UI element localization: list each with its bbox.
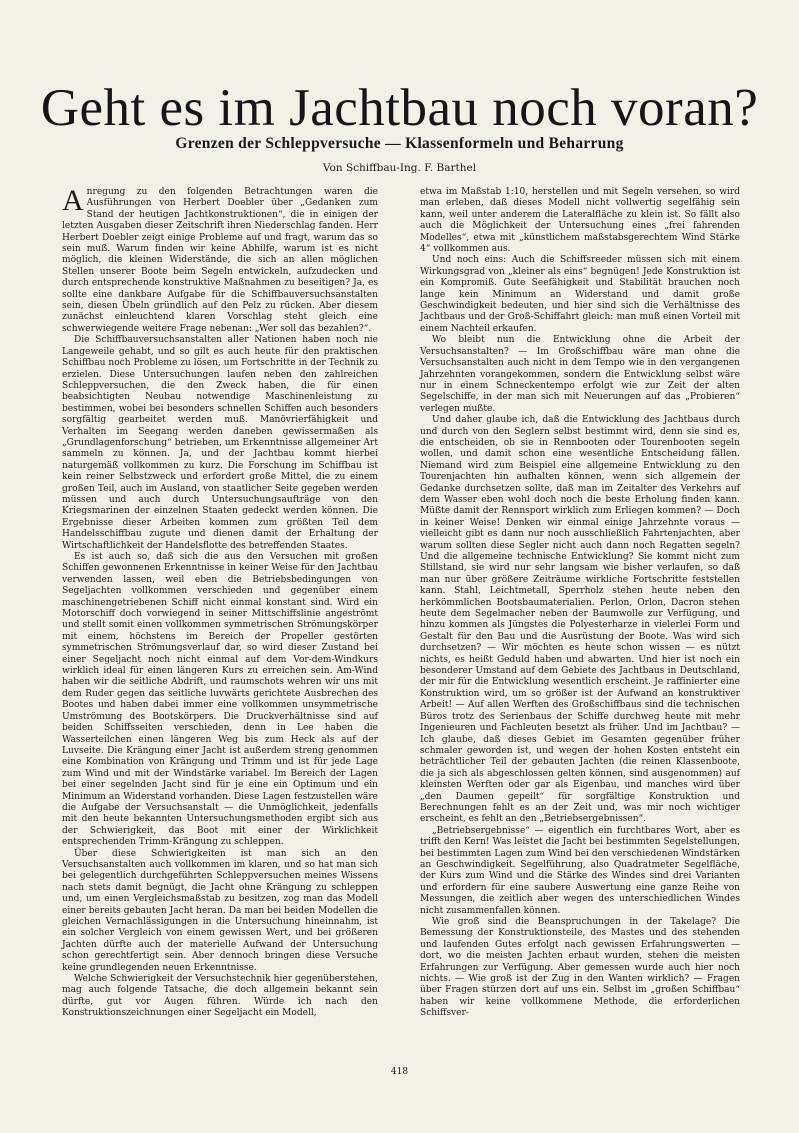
right-column [420, 187, 740, 1020]
paragraph-text: nregung zu den folgenden Betrachtungen waren die Ausführungen von Herbert Doebler über „Gedanken zum Stand der heutigen Jachtkonstruktionen“, die in einigen der letzten Ausgaben dieser Zeitschrift ihren Niederschlag fanden. Herr Herbert Doebler zeigt einige Probleme auf und fragt, warum das so sein muß. Warum finden wir keine Abhilfe, warum ist es nicht möglich, die kleinen Widerstände, die sich an allen möglichen Stellen unserer Boote beim Segeln entwickeln, aufzudecken und durch entsprechende konstruktive Maßnahmen zu beseitigen? Ja, es sollte eine dankbare Aufgabe für die Schiffbauversuchsanstalten sein, diesen Übeln gründlich auf den Pelz zu rücken. Aber diesem zunächst einleuchtend klaren Vorschlag steht gleich eine schwerwiegende weitere Frage nebenan: „Wer soll das bezahlen?“. [62, 187, 378, 334]
paragraph [62, 184, 378, 335]
paragraph: Wie groß sind die Beanspruchungen in der Takelage? Die Bemessung der Konstruktionsteile, des Mastes und des stehenden und laufenden Gutes erfolgt nach gewissen Erfahrungswerten — dort, wo die meisten Jachten erbaut wurden, stehen die meisten Erfahrungen zur Verfügung. Aber gemessen wurde auch hier noch nichts. — Wie groß ist der Zug in den Wanten wirklich? — Fragen über Fragen stürzen dort auf uns ein. Selbst im „großen Schiffbau“ haben wir keine vollkommene Methode, die erforderlichen Schiffsver- [420, 917, 740, 1019]
page-number: 418 [390, 1067, 409, 1077]
paragraph: Und noch eins: Auch die Schiffsreeder müssen sich mit einem Wirkungsgrad von „kleiner als eins“ begnügen! Jede Konstruktion ist ein Kompromiß. Gute Seefähigkeit und Stabilität brauchen noch lange kein Minimum an Widerstand und damit große Geschwindigkeit bedeuten, und hier sind sich die Verhältnisse des Jachtbaus und der Groß-Schiffahrt gleich: man muß einen Vorteil mit einem Nachteil erkaufen. [420, 255, 740, 334]
paragraph: etwa im Maßstab 1:10, herstellen und mit Segeln versehen, so wird man erleben, daß dieses Modell nicht vollwertig segelfähig sein kann, weil unter anderem die Lateralfläche zu klein ist. So fällt also auch die Möglichkeit der Untersuchung eines „frei fahrenden Modelles“, etwa mit „künstlichem maßstabsgerechtem Wind Stärke 4“ vollkommen aus. [420, 187, 740, 255]
left-column [62, 184, 378, 1020]
paragraph: Und daher glaube ich, daß die Entwicklung des Jachtbaus durch und durch von den Seglern selbst bestimmt wird, denn sie sind es, die entscheiden, ob sie in Rennbooten oder Tourenbooten segeln wollen, und damit schon eine wesentliche Entscheidung fällen. Niemand wird zum Beispiel eine allgemeine Entwicklung zu den Tourenjachten hin aufhalten können, wenn sich allgemein der Gedanke durchsetzen sollte, daß man im Zeitalter des Verkehrs auf dem Wasser eben wohl doch noch die beste Erholung finden kann. Müßte damit der Rennsport wirklich zum Erliegen kommen? — Doch in keiner Weise! Denken wir einmal einige Jahrzehnte voraus — vielleicht gibt es dann nur noch ausschließlich Fahrtenjachten, aber warum sollten diese Segler nicht auch dann noch Regatten segeln? Und die allgemeine technische Entwicklung? Sie kommt nicht zum Stillstand, sie wird nur sehr langsam wie bisher verlaufen, so daß man nur über größere Zeiträume wirkliche Fortschritte feststellen kann. Stahl, Leichtmetall, Sperrholz stehen heute neben den herkömmlichen Bootsbaumaterialien. Perlon, Orlon, Dacron stehen heute dem Segelmacher neben der Baumwolle zur Verfügung, und hinzu kommen als Jüngstes die Polyesterharze in vielerlei Form und Gestalt für den Bau und die Ausrüstung der Boote. Was wird sich durchsetzen? — Wir möchten es heute schon wissen — es nützt nichts, es heißt Geduld haben und abwarten. Und hier ist noch ein besonderer Umstand auf dem Gebiete des Jachtbaus in Deutschland, der mir für die Entwicklung wesentlich erscheint. Je raffinierter eine Konstruktion wird, um so größer ist der Aufwand an konstruktiver Arbeit! — Auf allen Werften des Großschiffbaus sind die technischen Büros trotz des Serienbaus der Schiffe durchweg heute mit mehr Ingenieuren und Fachleuten besetzt als früher. Und im Jachtbau? — Ich glaube, daß dieses Gebiet im Gesamten gegenüber früher schmaler geworden ist, und wegen der hohen Kosten entsteht ein beträchtlicher Teil der gebauten Jachten (die reinen Klassenboote, die ja sich als abgeschlossen gelten können, sind ausgenommen) auf kleinsten Werften oder gar als Eigenbau, und manches wird über „den Daumen gepeilt“ für sorgfältige Konstruktion und Berechnungen fehlt es an der Zeit und, was mir noch wichtiger erscheint, es fehlt an den „Betriebsergebnissen“. [420, 415, 740, 825]
paragraph: Über diese Schwierigkeiten ist man sich an den Versuchsanstalten auch vollkommen im klaren, und so hat man sich bei gelegentlich durchgeführten Schleppversuchen meines Wissens nach stets damit begnügt, die Jacht ohne Krängung zu schleppen und, um einen Vergleichsmaßstab zu besitzen, zog man das Modell einer bereits gebauten Jacht heran. Da man bei beiden Modellen die gleichen Vernachlässigungen in die Untersuchung hineinnahm, ist ein solcher Vergleich von einem gewissen Wert, und bei größeren Jachten dürfte auch der materielle Aufwand der Untersuchung schon gerechtfertigt sein. Aber dennoch bringen diese Versuche keine grundlegenden neuen Erkenntnisse. [62, 848, 378, 973]
paragraph: „Betriebsergebnisse“ — eigentlich ein furchtbares Wort, aber es trifft den Kern! Was leistet die Jacht bei bestimmten Segelstellungen, bei bestimmten Lagen zum Wind bei den verschiedenen Windstärken an Geschwindigkeit. Segelführung, also Quadratmeter Segelfläche, der Kurs zum Wind und die Stärke des Windes sind drei Varianten und erfordern für eine saubere Auswertung eine ganze Reihe von Messungen, die zeitlich aber wegen des unterschiedlichen Windes nicht zusammenfallen können. [420, 825, 740, 916]
paragraph: Es ist auch so, daß sich die aus den Versuchen mit großen Schiffen gewonnenen Erkenntnisse in keiner Weise für den Jachtbau verwenden lassen, weil eben die Betriebsbedingungen von Segeljachten vollkommen verschieden und gegenüber einem maschinengetriebenen Schiff nicht einmal konstant sind. Wird ein Motorschiff doch vorwiegend in seiner Mittschiffslinie angeströmt und stellt somit einen vollkommen symmetrischen Strömungskörper mit einem, höchstens im Bereich der Propeller gestörten symmetrischen Strömungsverlauf dar, so wird dieser Zustand bei einer Segeljacht noch nicht einmal auf dem Vor-dem-Windkurs wirklich ideal für einen längeren Kurs zu erreichen sein. Am-Wind haben wir die seitliche Abdrift, und raumschots wehren wir uns mit dem Ruder gegen das seitliche luvwärts gerichtete Ausbrechen des Bootes und haben dabei immer eine vollkommen unsymmetrische Umströmung des Bootskörpers. Die Druckverhältnisse sind auf beiden Schiffsseiten verschieden, denn in Lee haben die Wasserteilchen einen längeren Weg bis zum Heck als auf der Luvseite. Die Krängung einer Jacht ist außerdem streng genommen eine Kombination von Krängung und Trimm und ist für jede Lage zum Wind und mit der Windstärke variabel. Im Bereich der Lagen bei einer segelnden Jacht sind für je eine ein Optimum und ein Minimum an Widerstand vorhanden. Diese Lagen festzustellen wäre die Aufgabe der Versuchsanstalt — die Unmöglichkeit, jedenfalls mit den heute bekannten Untersuchungsmethoden ergibt sich aus der Schwierigkeit, das Boot mit einer der Wirklichkeit entsprechenden Trimm-Krängung zu schleppen. [62, 552, 378, 848]
paragraph: Die Schiffbauversuchsanstalten aller Nationen haben noch nie Langeweile gehabt, und so gilt es auch heute für den praktischen Schiffbau noch Probleme zu lösen, um Fortschritte in der Technik zu erzielen. Diese Untersuchungen laufen neben den zahlreichen Schleppversuchen, die den Zweck haben, die für einen beabsichtigten Neubau notwendige Maschinenleistung zu bestimmen, wobei bei besonders schnellen Schiffen auch besonders sorgfältig gearbeitet werden muß. Manövrierfähigkeit und Verhalten im Seegang werden daneben gewissermaßen als „Grundlagenforschung“ betrieben, um Erkenntnisse allgemeiner Art sammeln zu können. Ja, und der Jachtbau kommt hierbei naturgemäß vollkommen zu kurz. Die Forschung im Schiffbau ist kein reiner Selbstzweck und erfordert große Mittel, die zu einem großen Teil, auch im Ausland, von staatlicher Seite gegeben werden müssen und auch durch Untersuchungsaufträge von den Kriegsmarinen der einzelnen Staaten gedeckt werden können. Die Ergebnisse dieser Arbeiten kommen zum größten Teil dem Handelsschiffbau zugute und dienen damit der Erhaltung der Wirtschaftlichkeit der Handelsflotte des betreffenden Staates. [62, 335, 378, 551]
author-line: Von Schiffbau-Ing. F. Barthel [322, 162, 477, 174]
article-title: Geht es im Jachtbau noch voran? [40, 79, 759, 137]
drop-cap: A [62, 184, 84, 217]
paragraph: Welche Schwierigkeit der Versuchstechnik hier gegenüberstehen, mag auch folgende Tatsache, die doch allgemein bekannt sein dürfte, gut vor Augen führen. Würde ich nach den Konstruktionszeichnungen einer Segeljacht ein Modell, [62, 974, 378, 1019]
paragraph: Wo bleibt nun die Entwicklung ohne die Arbeit der Versuchsanstalten? — Im Großschiffbau wäre man ohne die Versuchsanstalten auch nicht in dem Tempo wie in den vergangenen Jahrzehnten vorangekommen, sondern die Entwicklung selbst wäre nur in einem Schneckentempo erfolgt wie zur Zeit der alten Segelschiffe, in der man sich mit Neuerungen auf das „Probieren“ verlegen mußte. [420, 335, 740, 414]
article-subtitle: Grenzen der Schleppversuche — Klassenformeln und Beharrung [175, 135, 624, 152]
